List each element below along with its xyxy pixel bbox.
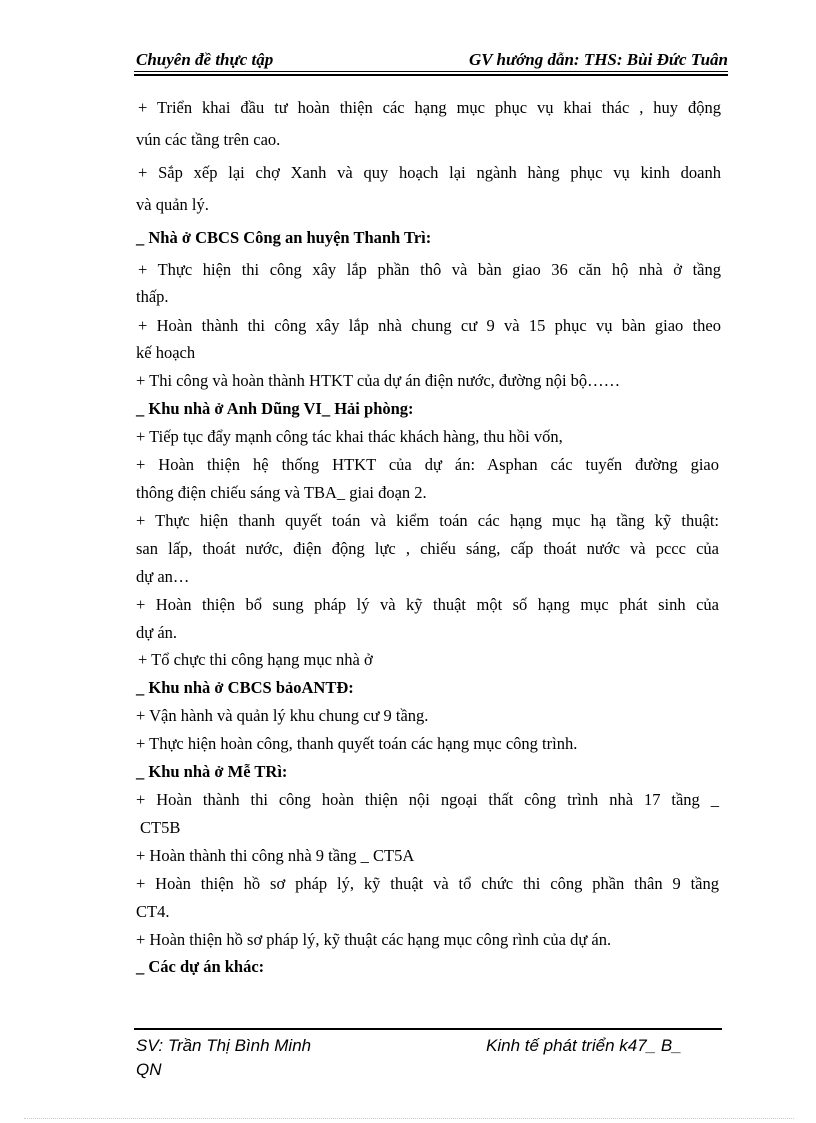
body-line: + Thực hiện thi công xây lắp phần thô và bàn giao 36 căn hộ nhà ở tầng [138, 260, 721, 279]
page-edge-dotted [24, 1118, 794, 1119]
footer-class: Kinh tế phát triển k47_ B_ [486, 1036, 682, 1055]
header-rule [134, 71, 728, 72]
section-heading: _ Khu nhà ở Anh Dũng VI_ Hải phòng: [136, 399, 414, 418]
body-line: và quản lý. [136, 195, 209, 214]
section-heading: _ Nhà ở CBCS Công an huyện Thanh Trì: [136, 228, 432, 247]
body-line: + Tiếp tục đẩy mạnh công tác khai thác khách hàng, thu hồi vốn, [136, 427, 563, 446]
body-line: + Hoàn thành thi công nhà 9 tầng _ CT5A [136, 846, 415, 865]
body-line: kế hoạch [136, 343, 196, 362]
body-line: + Hoàn thiện bổ sung pháp lý và kỹ thuật một số hạng mục phát sinh của [136, 595, 719, 614]
section-heading: _ Khu nhà ở Mễ TRì: [136, 762, 288, 781]
body-line: dự an… [136, 567, 190, 586]
body-line: + Sắp xếp lại chợ Xanh và quy hoạch lại ngành hàng phục vụ kinh doanh [138, 163, 721, 182]
body-line: + Hoàn thành thi công xây lắp nhà chung cư 9 và 15 phục vụ bàn giao theo [138, 316, 721, 335]
footer-rule [134, 1028, 722, 1030]
body-line: vún các tầng trên cao. [136, 130, 281, 149]
body-line: dự án. [136, 623, 178, 642]
body-line: + Triển khai đầu tư hoàn thiện các hạng mục phục vụ khai thác , huy động [138, 98, 721, 117]
body-line: thông điện chiếu sáng và TBA_ giai đoạn 2. [136, 483, 427, 502]
footer-student: SV: Trần Thị Bình Minh QN [136, 1036, 312, 1079]
header-advisor: GV hướng dẫn: THS: Bùi Đức Tuân [468, 50, 728, 69]
body-line: + Hoàn thiện hệ thống HTKT của dự án: Asphan các tuyến đường giao [136, 455, 719, 474]
body-line: san lấp, thoát nước, điện động lực , chiếu sáng, cấp thoát nước và pccc của [136, 539, 719, 558]
section-heading: _ Các dự án khác: [136, 957, 265, 976]
body-line: CT4. [136, 902, 170, 921]
body-line: + Hoàn thành thi công hoàn thiện nội ngoại thất công trình nhà 17 tầng _ [136, 790, 719, 809]
body-line: + Vận hành và quản lý khu chung cư 9 tầng. [136, 706, 429, 725]
section-heading: _ Khu nhà ở CBCS bảoANTĐ: [136, 678, 354, 697]
body-line: + Hoàn thiện hồ sơ pháp lý, kỹ thuật và tổ chức thi công phần thân 9 tầng [136, 874, 719, 893]
header-rule-thick [134, 74, 728, 76]
body-line: + Tổ chực thi công hạng mục nhà ở [138, 650, 373, 669]
body-line: + Thi công và hoàn thành HTKT của dự án điện nước, đường nội bộ…… [136, 371, 621, 390]
body-line: + Hoàn thiện hồ sơ pháp lý, kỹ thuật các hạng mục công rình của dự án. [136, 930, 612, 949]
body-line: + Thực hiện hoàn công, thanh quyết toán các hạng mục công trình. [136, 734, 578, 753]
body-line: CT5B [140, 818, 181, 837]
body-line: + Thực hiện thanh quyết toán và kiểm toán các hạng mục hạ tầng kỹ thuật: [136, 511, 719, 530]
body-line: thấp. [136, 287, 169, 306]
header-title: Chuyên đề thực tập [136, 50, 274, 69]
